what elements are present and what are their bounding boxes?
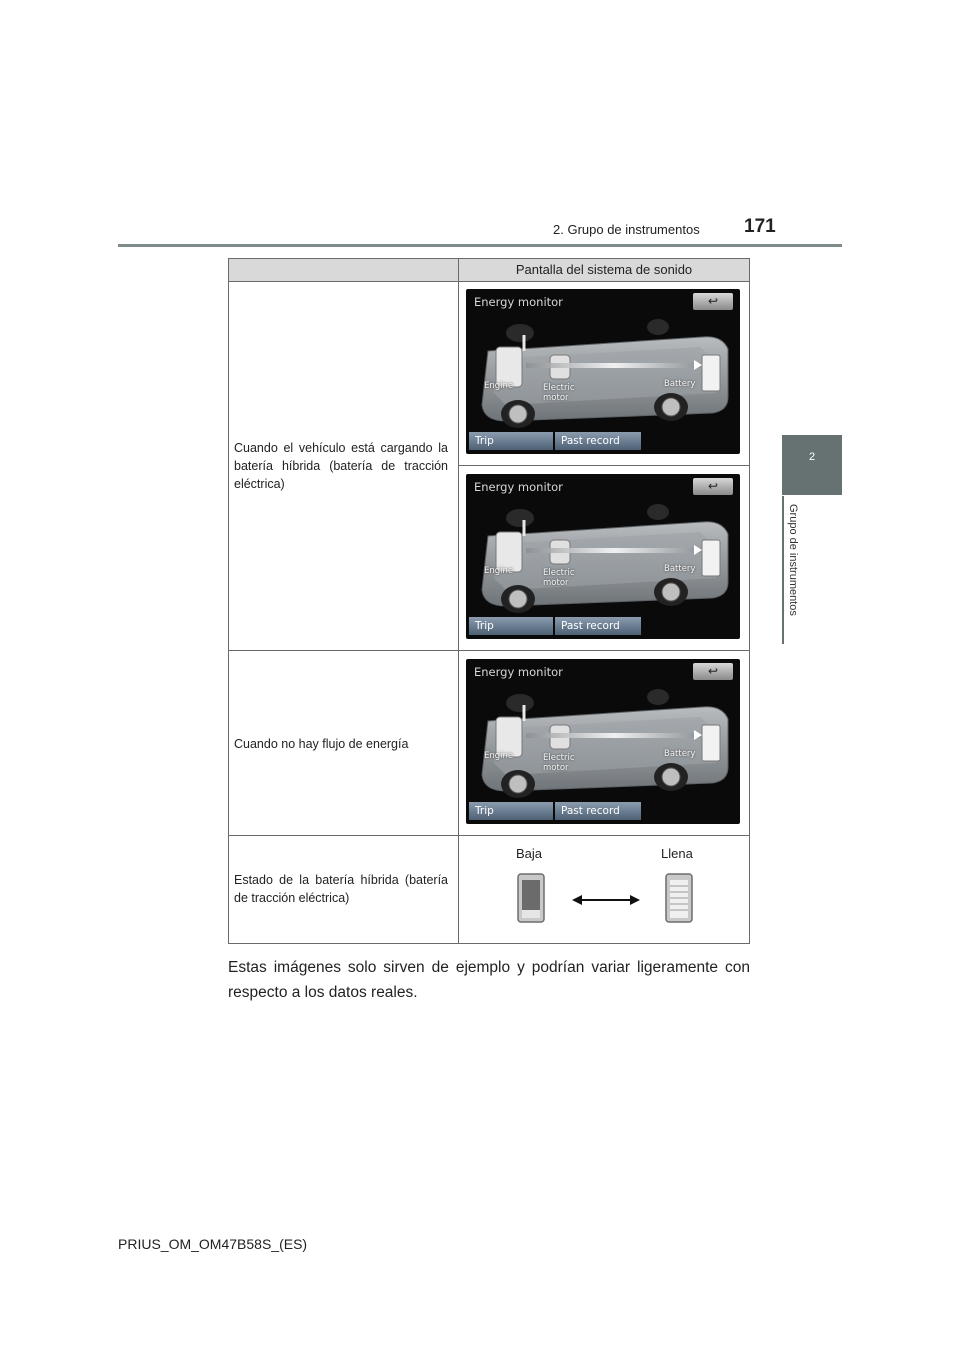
energy-monitor-screen-charging-2 bbox=[466, 474, 740, 650]
column-divider bbox=[458, 259, 459, 943]
battery-label: Battery bbox=[664, 379, 696, 389]
trip-information-button[interactable]: Trip information bbox=[469, 617, 553, 635]
chapter-number: 2 bbox=[808, 451, 816, 463]
chapter-tab bbox=[782, 435, 842, 495]
table-header bbox=[229, 259, 749, 282]
battery-full-icon bbox=[666, 874, 692, 922]
back-button[interactable] bbox=[693, 478, 733, 495]
screen-title: Energy monitor bbox=[474, 665, 563, 679]
energy-monitor-screen-charging-1 bbox=[466, 289, 740, 465]
row-description-charging: Cuando el vehículo está cargando la batería híbrida (batería de tracción eléctrica) bbox=[234, 441, 448, 491]
electric-motor-label: Electric motor bbox=[543, 753, 575, 773]
vehicle-illustration bbox=[466, 289, 740, 454]
disclaimer-note: Estas imágenes solo sirven de ejemplo y podrían variar ligeramente con respecto a los datos reales. bbox=[228, 959, 750, 1001]
screen-title: Energy monitor bbox=[474, 295, 563, 309]
chapter-tab-line bbox=[782, 496, 784, 644]
past-record-button[interactable]: Past record bbox=[555, 432, 641, 450]
battery-label: Battery bbox=[664, 564, 696, 574]
back-button[interactable] bbox=[693, 293, 733, 310]
trip-information-button[interactable]: Trip information bbox=[469, 802, 553, 820]
column-header: Pantalla del sistema de sonido bbox=[515, 262, 693, 277]
screen-title: Energy monitor bbox=[474, 480, 563, 494]
running-header-section: 2. Grupo de instrumentos bbox=[553, 222, 700, 237]
trip-information-button[interactable]: Trip information bbox=[469, 432, 553, 450]
battery-low-label: Baja bbox=[516, 846, 543, 861]
past-record-button[interactable]: Past record bbox=[555, 617, 641, 635]
engine-label: Engine bbox=[484, 566, 514, 576]
electric-motor-label: Electric motor bbox=[543, 568, 575, 588]
page-number: 171 bbox=[744, 216, 776, 237]
return-arrow-icon: ↩ bbox=[707, 664, 719, 678]
energy-monitor-screen-no-flow bbox=[466, 659, 740, 835]
row-description-battery-state: Estado de la batería híbrida (batería de tracción eléctrica) bbox=[234, 873, 448, 905]
chapter-label: Grupo de instrumentos bbox=[787, 504, 799, 616]
battery-low-icon bbox=[518, 874, 544, 922]
double-arrow-icon bbox=[572, 895, 640, 905]
battery-label: Battery bbox=[664, 749, 696, 759]
return-arrow-icon: ↩ bbox=[707, 294, 719, 308]
battery-full-label: Llena bbox=[661, 846, 693, 861]
row-description-no-flow: Cuando no hay flujo de energía bbox=[234, 737, 409, 751]
back-button[interactable] bbox=[693, 663, 733, 680]
engine-label: Engine bbox=[484, 381, 514, 391]
vehicle-illustration bbox=[466, 474, 740, 639]
document-code: PRIUS_OM_OM47B58S_(ES) bbox=[118, 1236, 308, 1252]
header-rule bbox=[118, 244, 842, 247]
electric-motor-label: Electric motor bbox=[543, 383, 575, 403]
engine-label: Engine bbox=[484, 751, 514, 761]
vehicle-illustration bbox=[466, 659, 740, 824]
battery-level-diagram bbox=[512, 870, 702, 926]
past-record-button[interactable]: Past record bbox=[555, 802, 641, 820]
return-arrow-icon: ↩ bbox=[707, 479, 719, 493]
